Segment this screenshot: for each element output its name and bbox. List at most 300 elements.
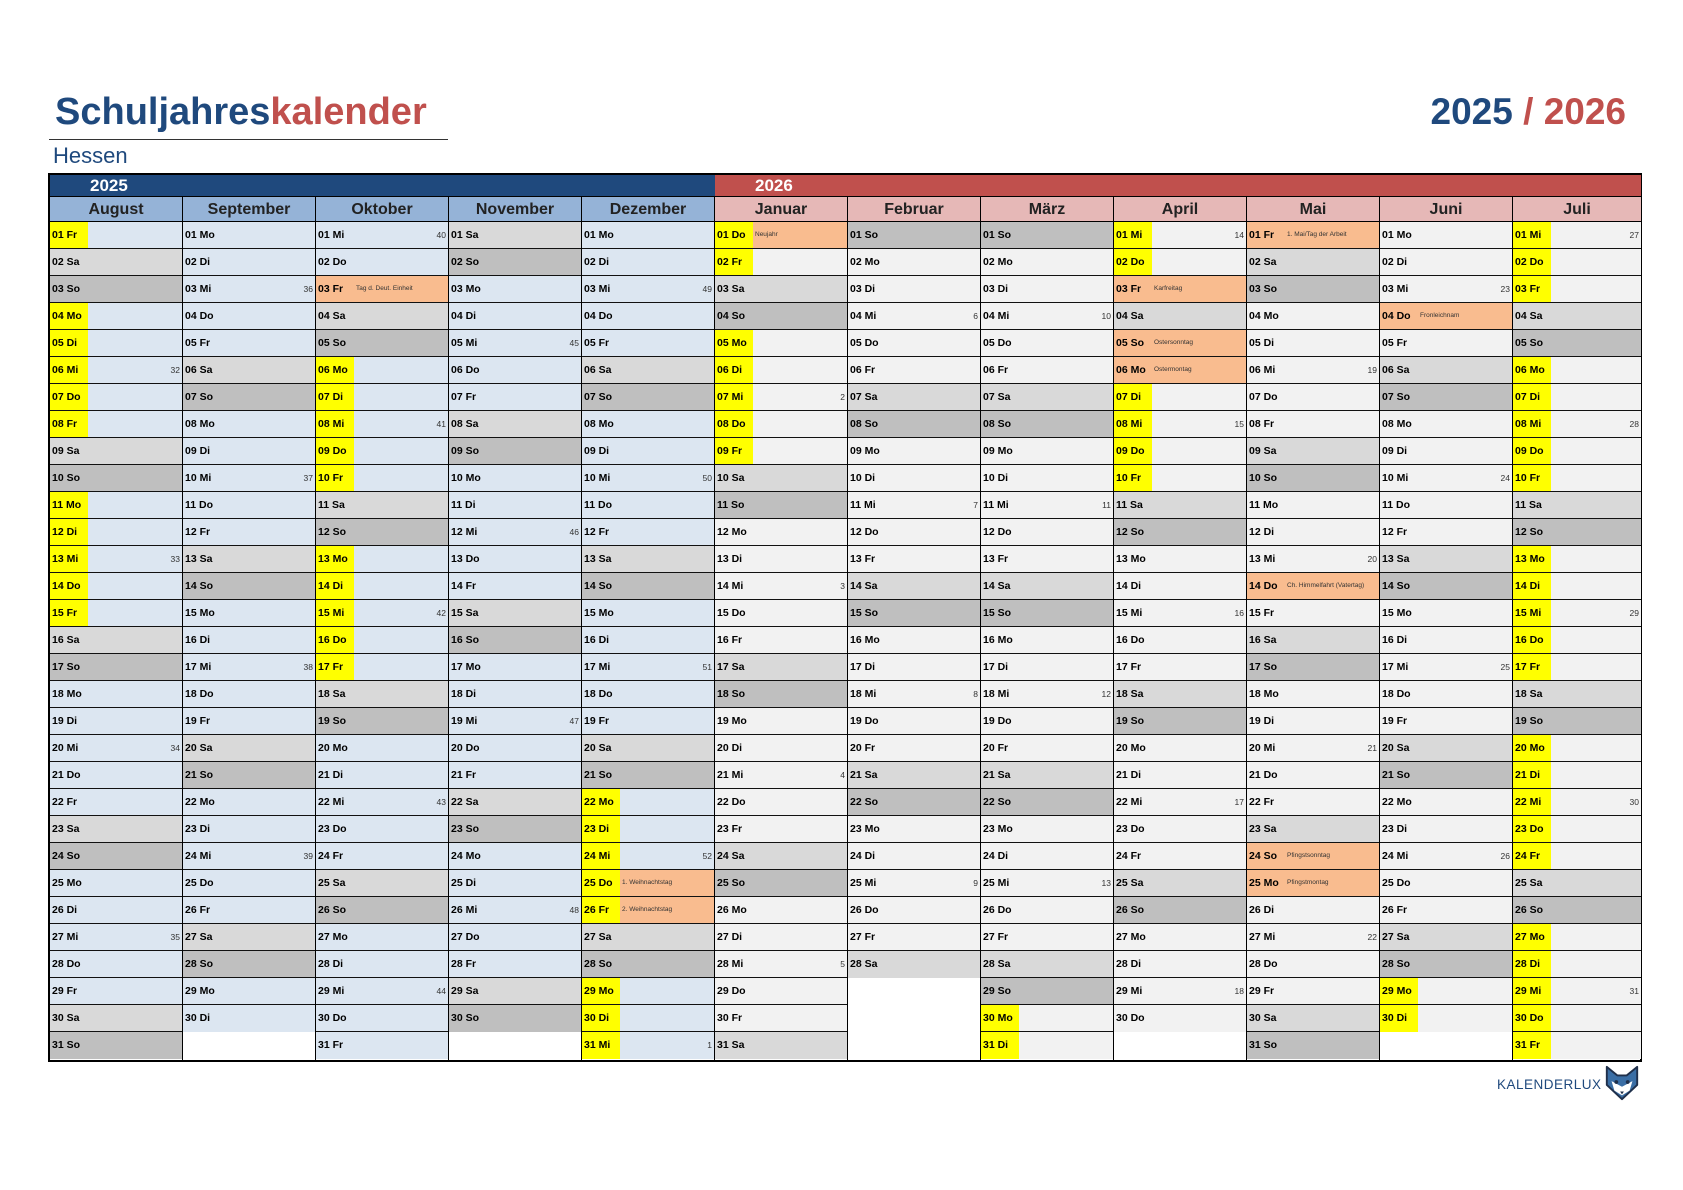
day-label: 18 Do bbox=[185, 688, 214, 700]
week-number: 41 bbox=[436, 419, 446, 429]
day-cell bbox=[1513, 411, 1641, 438]
day-cell bbox=[1513, 843, 1641, 870]
day-cell bbox=[1513, 708, 1641, 735]
day-cell bbox=[1380, 492, 1512, 519]
day-label: 07 So bbox=[584, 391, 613, 403]
day-cell bbox=[1247, 924, 1379, 951]
day-cell bbox=[316, 303, 448, 330]
day-cell bbox=[1114, 546, 1246, 573]
day-label: 05 So bbox=[1515, 337, 1544, 349]
month-header: Mai bbox=[1247, 197, 1379, 222]
month-column-oktober bbox=[316, 197, 449, 1060]
day-label: 28 Di bbox=[1116, 958, 1142, 970]
day-label: 24 Fr bbox=[318, 850, 344, 862]
day-cell bbox=[316, 708, 448, 735]
month-header: März bbox=[981, 197, 1113, 222]
day-cell bbox=[183, 519, 315, 546]
day-cell bbox=[1380, 789, 1512, 816]
day-label: 22 Mi bbox=[318, 796, 345, 808]
day-cell bbox=[981, 870, 1113, 897]
day-label: 22 Mo bbox=[1382, 796, 1412, 808]
day-label: 28 Sa bbox=[850, 958, 878, 970]
day-cell bbox=[1380, 735, 1512, 762]
day-cell bbox=[848, 735, 980, 762]
day-cell bbox=[183, 681, 315, 708]
week-number: 25 bbox=[1500, 662, 1510, 672]
day-label: 03 Mo bbox=[451, 283, 481, 295]
day-cell bbox=[50, 708, 182, 735]
day-cell bbox=[715, 681, 847, 708]
day-cell bbox=[1513, 978, 1641, 1005]
day-label: 04 Mi bbox=[983, 310, 1010, 322]
day-cell bbox=[848, 924, 980, 951]
day-label: 23 Do bbox=[1116, 823, 1145, 835]
day-label: 17 Fr bbox=[1513, 654, 1551, 680]
day-cell bbox=[582, 870, 714, 897]
week-number: 2 bbox=[840, 392, 845, 402]
day-label: 01 So bbox=[983, 229, 1012, 241]
day-label: 20 Sa bbox=[584, 742, 612, 754]
day-label: 18 Di bbox=[451, 688, 477, 700]
day-label: 14 So bbox=[584, 580, 613, 592]
day-label: 24 Di bbox=[983, 850, 1009, 862]
day-label: 31 So bbox=[1249, 1039, 1278, 1051]
day-cell bbox=[1380, 546, 1512, 573]
day-cell bbox=[183, 411, 315, 438]
day-label: 26 Fr bbox=[185, 904, 211, 916]
day-cell bbox=[582, 708, 714, 735]
day-cell bbox=[848, 627, 980, 654]
day-cell bbox=[1513, 357, 1641, 384]
day-label: 20 Sa bbox=[1382, 742, 1410, 754]
day-label: 03 Sa bbox=[717, 283, 745, 295]
day-label: 04 Do bbox=[185, 310, 214, 322]
day-cell bbox=[183, 573, 315, 600]
day-label: 06 Sa bbox=[584, 364, 612, 376]
week-number: 43 bbox=[436, 797, 446, 807]
day-cell bbox=[582, 951, 714, 978]
day-cell bbox=[1247, 519, 1379, 546]
day-label: 25 Mi bbox=[983, 877, 1010, 889]
day-cell bbox=[183, 438, 315, 465]
day-label: 04 Sa bbox=[1515, 310, 1543, 322]
day-cell bbox=[1247, 897, 1379, 924]
day-cell bbox=[316, 654, 448, 681]
day-cell bbox=[183, 600, 315, 627]
day-label: 02 Di bbox=[584, 256, 610, 268]
day-cell bbox=[981, 897, 1113, 924]
day-cell bbox=[50, 978, 182, 1005]
day-label: 21 Fr bbox=[451, 769, 477, 781]
day-cell bbox=[1380, 1005, 1512, 1032]
day-cell bbox=[715, 897, 847, 924]
day-cell bbox=[50, 546, 182, 573]
day-label: 09 Di bbox=[185, 445, 211, 457]
day-label: 07 Sa bbox=[850, 391, 878, 403]
week-number: 9 bbox=[973, 878, 978, 888]
day-cell bbox=[1380, 708, 1512, 735]
day-label: 25 Sa bbox=[318, 877, 346, 889]
day-cell bbox=[1380, 627, 1512, 654]
day-cell bbox=[848, 438, 980, 465]
day-cell bbox=[1247, 465, 1379, 492]
day-label: 24 Fr bbox=[1116, 850, 1142, 862]
day-label: 08 Sa bbox=[451, 418, 479, 430]
week-number: 16 bbox=[1234, 608, 1244, 618]
day-label: 20 Di bbox=[717, 742, 743, 754]
day-label: 01 Sa bbox=[451, 229, 479, 241]
day-label: 27 Mo bbox=[1513, 924, 1551, 950]
week-number: 14 bbox=[1234, 230, 1244, 240]
month-column-mai bbox=[1247, 197, 1380, 1060]
day-label: 15 Mi bbox=[1513, 600, 1551, 626]
day-cell bbox=[1513, 762, 1641, 789]
day-label: 17 Fr bbox=[316, 654, 354, 680]
day-cell bbox=[582, 1005, 714, 1032]
day-label: 29 Mi bbox=[1513, 978, 1551, 1004]
day-label: 15 Mi bbox=[316, 600, 354, 626]
day-cell bbox=[183, 762, 315, 789]
day-cell bbox=[1247, 816, 1379, 843]
day-label: 19 Do bbox=[850, 715, 879, 727]
day-cell bbox=[1114, 492, 1246, 519]
day-label: 18 Mi bbox=[850, 688, 877, 700]
day-label: 08 Fr bbox=[50, 411, 88, 437]
day-label: 06 Fr bbox=[983, 364, 1009, 376]
day-label: 05 Do bbox=[850, 337, 879, 349]
day-label: 13 Mi bbox=[1249, 553, 1276, 565]
day-cell bbox=[1247, 627, 1379, 654]
week-number: 17 bbox=[1234, 797, 1244, 807]
day-label: 14 Mi bbox=[717, 580, 744, 592]
day-cell bbox=[316, 384, 448, 411]
day-cell bbox=[582, 735, 714, 762]
day-label: 21 Di bbox=[318, 769, 344, 781]
day-label: 22 Fr bbox=[1249, 796, 1275, 808]
day-label: 05 Di bbox=[50, 330, 88, 356]
day-label: 16 Di bbox=[584, 634, 610, 646]
day-cell bbox=[715, 816, 847, 843]
day-cell bbox=[981, 1032, 1113, 1059]
day-label: 08 Fr bbox=[1249, 418, 1275, 430]
day-label: 07 Di bbox=[1513, 384, 1551, 410]
day-label: 26 Do bbox=[850, 904, 879, 916]
day-label: 17 So bbox=[52, 661, 81, 673]
day-label: 27 Sa bbox=[584, 931, 612, 943]
day-cell bbox=[449, 600, 581, 627]
day-label: 29 So bbox=[983, 985, 1012, 997]
day-label: 02 Do bbox=[1114, 249, 1152, 275]
day-cell bbox=[50, 789, 182, 816]
day-label: 01 Mo bbox=[584, 229, 614, 241]
day-cell bbox=[582, 519, 714, 546]
day-label: 28 Sa bbox=[983, 958, 1011, 970]
day-cell bbox=[582, 357, 714, 384]
holiday-label: Pfingstsonntag bbox=[1287, 852, 1331, 859]
day-cell bbox=[183, 843, 315, 870]
day-label: 27 Fr bbox=[983, 931, 1009, 943]
day-cell bbox=[449, 222, 581, 249]
day-label: 29 Sa bbox=[451, 985, 479, 997]
week-number: 28 bbox=[1629, 419, 1639, 429]
day-label: 13 Fr bbox=[983, 553, 1009, 565]
day-label: 12 Fr bbox=[1382, 526, 1408, 538]
day-label: 06 Do bbox=[451, 364, 480, 376]
day-cell bbox=[183, 1005, 315, 1032]
day-cell bbox=[1114, 735, 1246, 762]
day-cell bbox=[316, 411, 448, 438]
month-header: Oktober bbox=[316, 197, 448, 222]
day-cell bbox=[1380, 303, 1512, 330]
week-number: 10 bbox=[1101, 311, 1111, 321]
day-cell bbox=[1513, 924, 1641, 951]
day-label: 04 Sa bbox=[1116, 310, 1144, 322]
week-number: 50 bbox=[702, 473, 712, 483]
day-cell bbox=[848, 654, 980, 681]
day-label: 12 Do bbox=[850, 526, 879, 538]
day-cell bbox=[1513, 600, 1641, 627]
day-cell bbox=[582, 330, 714, 357]
day-label: 11 Mi bbox=[983, 499, 1009, 511]
day-label: 18 Mo bbox=[52, 688, 82, 700]
day-cell bbox=[316, 735, 448, 762]
day-cell bbox=[981, 384, 1113, 411]
day-cell bbox=[715, 1005, 847, 1032]
month-header: Dezember bbox=[582, 197, 714, 222]
day-label: 21 So bbox=[185, 769, 214, 781]
day-label: 17 Sa bbox=[717, 661, 745, 673]
day-label: 05 Do bbox=[983, 337, 1012, 349]
day-cell bbox=[1114, 681, 1246, 708]
day-cell bbox=[183, 816, 315, 843]
day-label: 19 So bbox=[318, 715, 347, 727]
holiday-label: Tag d. Deut. Einheit bbox=[356, 285, 413, 292]
week-number: 44 bbox=[436, 986, 446, 996]
day-label: 25 Di bbox=[451, 877, 477, 889]
day-label: 27 Sa bbox=[1382, 931, 1410, 943]
day-label: 13 Sa bbox=[584, 553, 612, 565]
day-label: 16 Fr bbox=[717, 634, 743, 646]
day-label: 25 So bbox=[717, 877, 746, 889]
day-label: 30 Di bbox=[1380, 1005, 1418, 1032]
day-label: 18 Do bbox=[584, 688, 613, 700]
day-label: 12 Mo bbox=[717, 526, 747, 538]
week-number: 38 bbox=[303, 662, 313, 672]
day-label: 25 Sa bbox=[1116, 877, 1144, 889]
day-label: 22 Mo bbox=[185, 796, 215, 808]
day-label: 25 Sa bbox=[1515, 877, 1543, 889]
day-cell bbox=[582, 681, 714, 708]
day-cell bbox=[1380, 249, 1512, 276]
day-label: 02 Sa bbox=[1249, 256, 1277, 268]
day-cell bbox=[449, 519, 581, 546]
day-cell bbox=[1247, 492, 1379, 519]
day-label: 27 Mo bbox=[1116, 931, 1146, 943]
day-cell bbox=[582, 600, 714, 627]
day-cell bbox=[1114, 411, 1246, 438]
day-label: 06 Mi bbox=[50, 357, 88, 383]
day-label: 14 Sa bbox=[983, 580, 1011, 592]
day-label: 24 Mi bbox=[185, 850, 212, 862]
day-label: 24 Mo bbox=[451, 850, 481, 862]
day-cell bbox=[183, 924, 315, 951]
day-cell bbox=[1114, 1005, 1246, 1032]
day-cell bbox=[1114, 978, 1246, 1005]
day-label: 13 Sa bbox=[1382, 553, 1410, 565]
day-label: 20 Mo bbox=[1513, 735, 1551, 761]
day-cell bbox=[50, 600, 182, 627]
day-cell bbox=[1513, 870, 1641, 897]
day-cell bbox=[981, 627, 1113, 654]
day-cell bbox=[50, 384, 182, 411]
day-cell bbox=[981, 303, 1113, 330]
day-label: 12 So bbox=[1116, 526, 1145, 538]
day-cell bbox=[316, 843, 448, 870]
day-label: 23 Fr bbox=[717, 823, 743, 835]
day-label: 09 Do bbox=[1513, 438, 1551, 464]
day-label: 30 Do bbox=[1513, 1005, 1551, 1031]
day-cell bbox=[316, 465, 448, 492]
month-header: Juli bbox=[1513, 197, 1641, 222]
day-cell bbox=[316, 519, 448, 546]
month-column-dezember bbox=[582, 197, 715, 1060]
month-header: April bbox=[1114, 197, 1246, 222]
week-number: 35 bbox=[170, 932, 180, 942]
day-cell bbox=[1114, 816, 1246, 843]
day-label: 17 So bbox=[1249, 661, 1278, 673]
day-cell bbox=[449, 924, 581, 951]
day-cell bbox=[848, 249, 980, 276]
day-cell bbox=[449, 330, 581, 357]
day-label: 13 Mi bbox=[50, 546, 88, 572]
day-cell bbox=[183, 654, 315, 681]
day-cell bbox=[981, 222, 1113, 249]
day-cell bbox=[449, 681, 581, 708]
day-cell bbox=[1114, 924, 1246, 951]
day-label: 17 Mi bbox=[1382, 661, 1409, 673]
day-label: 24 Mi bbox=[582, 843, 620, 869]
day-cell bbox=[316, 438, 448, 465]
day-label: 20 Fr bbox=[850, 742, 876, 754]
month-column-märz bbox=[981, 197, 1114, 1060]
day-cell bbox=[183, 222, 315, 249]
day-cell bbox=[449, 546, 581, 573]
day-cell bbox=[183, 303, 315, 330]
day-cell bbox=[316, 924, 448, 951]
day-label: 23 So bbox=[451, 823, 480, 835]
day-cell bbox=[1380, 573, 1512, 600]
day-cell bbox=[183, 627, 315, 654]
day-cell bbox=[715, 951, 847, 978]
day-cell bbox=[183, 330, 315, 357]
day-label: 01 Mi bbox=[318, 229, 345, 241]
week-number: 19 bbox=[1367, 365, 1377, 375]
day-label: 30 Fr bbox=[717, 1012, 743, 1024]
day-label: 26 So bbox=[318, 904, 347, 916]
day-cell bbox=[582, 654, 714, 681]
day-cell bbox=[981, 438, 1113, 465]
day-cell bbox=[1114, 897, 1246, 924]
day-cell bbox=[1380, 951, 1512, 978]
week-number: 26 bbox=[1500, 851, 1510, 861]
day-label: 02 Sa bbox=[52, 256, 80, 268]
day-cell bbox=[582, 924, 714, 951]
day-label: 18 So bbox=[717, 688, 746, 700]
day-cell bbox=[50, 465, 182, 492]
day-cell bbox=[1247, 708, 1379, 735]
day-cell bbox=[582, 249, 714, 276]
day-cell bbox=[449, 384, 581, 411]
day-label: 15 Fr bbox=[50, 600, 88, 626]
week-number: 29 bbox=[1629, 608, 1639, 618]
day-cell bbox=[183, 546, 315, 573]
day-label: 01 Do bbox=[715, 222, 753, 248]
day-label: 13 Mo bbox=[1116, 553, 1146, 565]
week-number: 11 bbox=[1102, 500, 1111, 510]
year-second: 2026 bbox=[1543, 91, 1626, 132]
day-label: 03 Di bbox=[983, 283, 1009, 295]
day-label: 16 Di bbox=[1382, 634, 1408, 646]
day-cell bbox=[316, 249, 448, 276]
day-label: 16 Sa bbox=[52, 634, 80, 646]
week-number: 49 bbox=[702, 284, 712, 294]
month-column-september bbox=[183, 197, 316, 1060]
day-label: 06 Sa bbox=[185, 364, 213, 376]
week-number: 23 bbox=[1500, 284, 1510, 294]
day-cell bbox=[981, 276, 1113, 303]
day-cell bbox=[582, 438, 714, 465]
day-cell bbox=[1513, 519, 1641, 546]
day-label: 14 Di bbox=[1116, 580, 1142, 592]
day-cell bbox=[316, 897, 448, 924]
fox-icon bbox=[1603, 1064, 1641, 1102]
week-number: 48 bbox=[569, 905, 579, 915]
day-cell bbox=[449, 789, 581, 816]
day-label: 02 So bbox=[451, 256, 480, 268]
day-cell bbox=[715, 276, 847, 303]
day-cell bbox=[183, 492, 315, 519]
day-label: 14 Fr bbox=[451, 580, 477, 592]
day-label: 24 Fr bbox=[1513, 843, 1551, 869]
day-label: 24 Mi bbox=[1382, 850, 1409, 862]
year-bar-2025: 2025 bbox=[50, 175, 715, 197]
day-label: 15 Mo bbox=[1382, 607, 1412, 619]
day-label: 15 Mo bbox=[185, 607, 215, 619]
day-cell bbox=[582, 897, 714, 924]
day-cell bbox=[316, 978, 448, 1005]
day-cell bbox=[981, 600, 1113, 627]
day-cell bbox=[981, 411, 1113, 438]
day-cell bbox=[183, 465, 315, 492]
day-cell bbox=[1114, 438, 1246, 465]
day-label: 23 Sa bbox=[1249, 823, 1277, 835]
month-column-november bbox=[449, 197, 582, 1060]
day-label: 04 Mi bbox=[850, 310, 877, 322]
month-header: Januar bbox=[715, 197, 847, 222]
day-label: 19 So bbox=[1515, 715, 1544, 727]
day-label: 08 So bbox=[850, 418, 879, 430]
day-label: 21 So bbox=[584, 769, 613, 781]
day-label: 10 Fr bbox=[316, 465, 354, 491]
day-label: 15 Mi bbox=[1116, 607, 1143, 619]
day-label: 23 Di bbox=[1382, 823, 1408, 835]
year-separator: / bbox=[1523, 91, 1534, 132]
day-label: 21 Sa bbox=[850, 769, 878, 781]
day-label: 24 Di bbox=[850, 850, 876, 862]
day-cell bbox=[1513, 276, 1641, 303]
holiday-label: Ostersonntag bbox=[1154, 339, 1194, 346]
day-label: 10 Mi bbox=[584, 472, 611, 484]
